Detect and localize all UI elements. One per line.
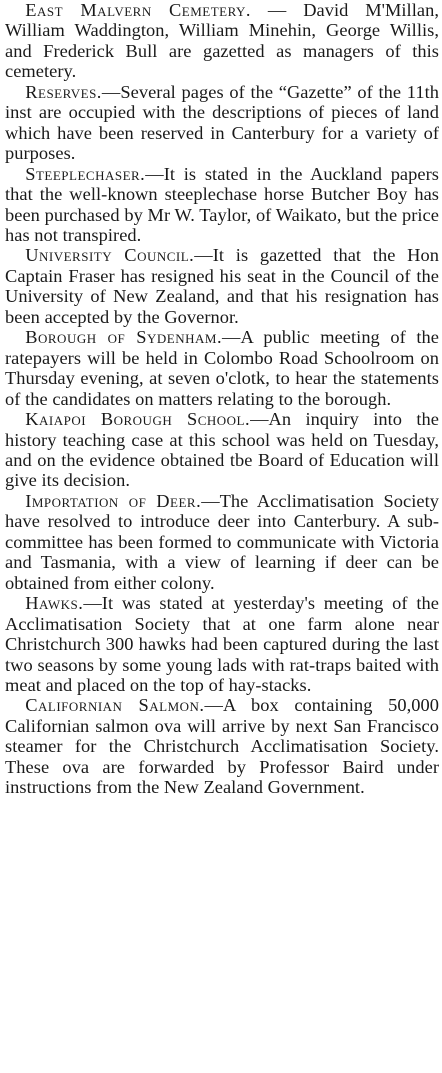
news-item-body: —An inquiry into the history teaching case at this school was held on Tuesday, and on the evidence obtained tbe Board of Education will give its decision. — [5, 409, 439, 491]
news-item-heading: Borough of Sydenham. — [25, 327, 223, 348]
news-item-body: — David M'Millan, William Waddington, William Minehin, George Willis, and Frederick Bull are gazetted as managers of this cemetery. — [5, 0, 439, 82]
news-item-steeplechaser — [5, 164, 439, 246]
news-item-californian-salmon — [5, 695, 439, 797]
news-item-body: —A box containing 50,000 Californian salmon ova will arrive by next San Francisco steamer for the Christchurch Acclimatisation Society. These ova are forwarded by Professor Baird under instructions from the New Zealand Government. — [5, 695, 439, 798]
news-item-importation-of-deer — [5, 491, 439, 593]
news-item-body: —A public meeting of the ratepayers will be held in Colombo Road Schoolroom on Thursday evening, at seven o'clotk, to hear the statements of the candidates on matters relating to the borough. — [5, 327, 439, 409]
news-item-hawks — [5, 593, 439, 695]
news-item-heading: University Council. — [25, 245, 195, 266]
news-item-heading: Hawks. — [25, 593, 84, 614]
news-item-heading: Kaiapoi Borough School. — [25, 409, 251, 430]
news-item-body: —It is gazetted that the Hon Captain Fraser has resigned his seat in the Council of the University of New Zealand, and that his resignation has been accepted by the Governor. — [5, 245, 439, 327]
news-item-body: —The Acclimatisation Society have resolved to introduce deer into Canterbury. A sub-committee has been formed to communicate with Victoria and Tasmania, with a view of learning if deer can be obtained from either colony. — [5, 490, 439, 593]
news-item-heading: East Malvern Cemetery. — [25, 0, 252, 20]
news-item-kaiapoi-borough-school — [5, 409, 439, 491]
news-item-heading: Importation of Deer. — [25, 490, 202, 511]
news-item-heading: Steeplechaser. — [25, 163, 146, 184]
news-item-body: —Several pages of the “Gazette” of the 11th inst are occupied with the descriptions of pieces of land which have been reserved in Canterbury for a variety of purposes. — [5, 81, 439, 164]
news-item-body: —It was stated at yesterday's meeting of the Acclimatisation Society that at one farm alone near Christchurch 300 hawks had been captured during the last two seasons by some young lads with rat-traps baited with meat and placed on the top of hay-stacks. — [5, 593, 439, 695]
news-item-heading: Reserves. — [25, 81, 102, 102]
news-item-heading: Californian Salmon. — [25, 695, 205, 716]
news-item-body: —It is stated in the Auckland papers that the well-known steeplechase horse Butcher Boy has been purchased by Mr W. Taylor, of Waikato, but the price has not transpired. — [5, 163, 439, 245]
news-item-borough-of-sydenham — [5, 327, 439, 409]
news-item-east-malvern-cemetery — [5, 0, 439, 82]
news-item-university-council — [5, 245, 439, 327]
news-item-reserves — [5, 82, 439, 164]
